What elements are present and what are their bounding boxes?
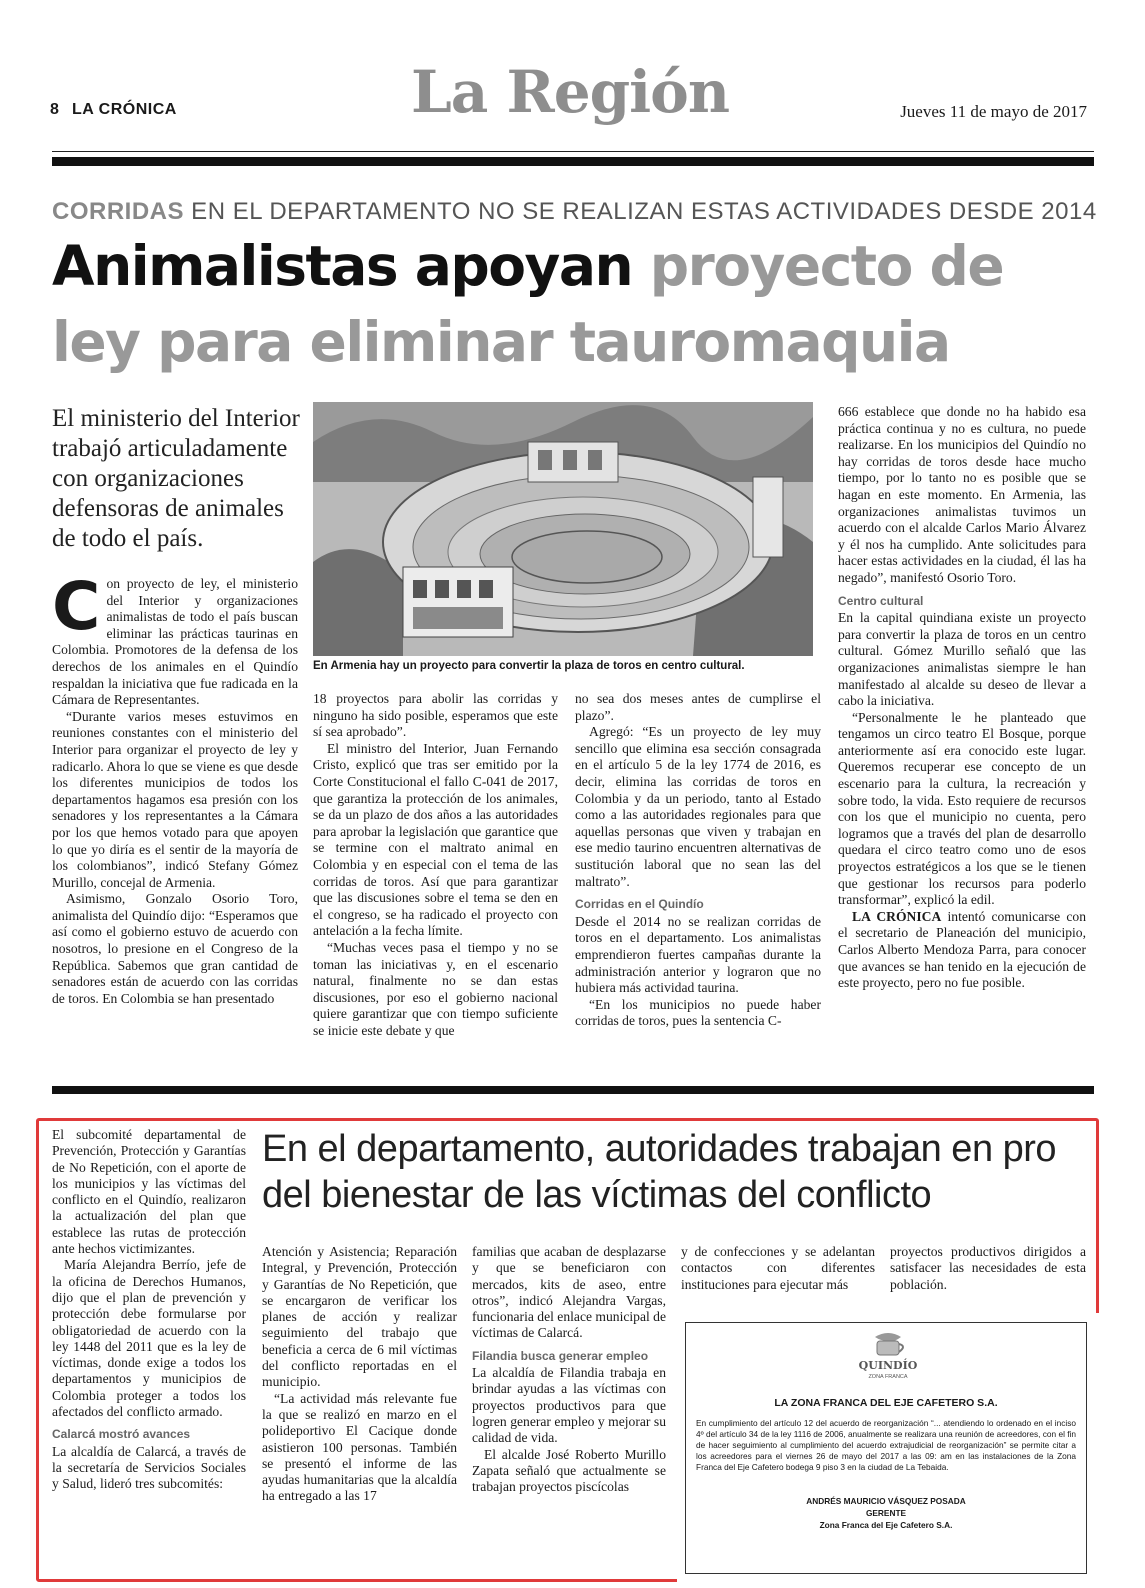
- paragraph: Agregó: “Es un proyecto de ley muy sencillo que elimina esa sección consagrada en el artículo 5 de la ley 1774 de 2016, es decir, elimina las corridas de toros en Colombia y da un periodo, tanto al Estado como a las autoridades regionales para que aquellas personas que viven y trabajan en ese medio taurino encuentren alternativas de sustitución laboral que no sean las del maltrato”.: [575, 724, 821, 889]
- paragraph: “Durante varios meses estuvimos en reuniones constantes con el ministerio del Interior para organizar el proyecto de ley y radicarlo. Ahora lo que se viene es que desde los diferentes municipios de todos los departamentos hagamos esa presión con los senadores y los representantes a la Cámara por los que hemos votado para que apoyen lo que yo diría es el sentir de la mayoría de los colombianos”, indicó Stefany Gómez Murillo, concejal de Armenia.: [52, 708, 298, 890]
- second-column-1: [52, 1127, 246, 1493]
- logo-wordmark: QUINDÍO: [858, 1359, 918, 1372]
- headline-gray-part-2: ley para eliminar tauromaquia: [52, 310, 950, 374]
- paragraph: on proyecto de ley, el ministerio del Interior y organizaciones animalistas de todo el país buscan eliminar las prácticas taurinas en Colombia. Promotores de la defensa de los derechos de los animales en el Quindío respaldan la iniciativa que fue radicada en la Cámara de Representantes.: [52, 576, 298, 708]
- bullring-photo: [313, 402, 813, 656]
- paragraph: Desde el 2014 no se realizan corridas de toros en el departamento. Los animalistas emprendieron fuertes campañas durante la administración anterior y lograron que no hubiera más actividad taurina.: [575, 913, 821, 996]
- section-divider: [52, 1086, 1094, 1094]
- story-headline: [52, 228, 1102, 380]
- headline-dark-part: Animalistas apoyan: [52, 234, 633, 298]
- subheading: Calarcá mostró avances: [52, 1427, 191, 1442]
- paragraph-text: intentó comunicarse con el secretario de Planeación del municipio, Carlos Alberto Mendoza Parra, para conocer que avances se han tenido en la ejecución de este proyecto, pero no fue posible.: [838, 908, 1086, 991]
- section-title: La Región: [410, 58, 730, 126]
- paragraph: “La actividad más relevante fue la que se realizó en marzo en el polideportivo El Cacique donde asistieron 100 personas. También se presentó el informe de las ayudas humanitarias que la alcaldía ha entregado a las 17: [262, 1390, 457, 1504]
- subheading: Corridas en el Quindío: [575, 897, 704, 912]
- photo-caption: En Armenia hay un proyecto para convertir la plaza de toros en centro cultural.: [313, 660, 745, 672]
- paragraph: “En los municipios no puede haber corridas de toros, pues la sentencia C-: [575, 996, 821, 1029]
- paper-mention: LA CRÓNICA: [852, 908, 942, 924]
- paragraph: 18 proyectos para abolir las corridas y ninguno ha sido posible, esperamos que este sí sea aprobado”.: [313, 691, 558, 740]
- issue-date: Jueves 11 de mayo de 2017: [900, 102, 1087, 121]
- subheading: Filandia busca generar empleo: [472, 1348, 649, 1363]
- paragraph: María Alejandra Berrío, jefe de la oficina de Derechos Humanos, dijo que el plan de prevención y protección debe formularse por obligatoriedad de acuerdo con la ley 1448 del 2011 que es la ley de víctimas, donde exige a todos los departamentos y municipios de Colombia proteger a todos los afectados del conflicto armado.: [52, 1257, 246, 1420]
- paragraph: El subcomité departamental de Prevención, Protección y Garantías de No Repetición, con el aporte de los municipios y las víctimas del conflicto en el Quindío, realizaron la actualización del plan que establece las rutas de protección ante hechos victimizantes.: [52, 1127, 246, 1257]
- paragraph: “Muchas veces pasa el tiempo y no se toman las iniciativas y, en el escenario natural, finalmente no se dan estas discusiones, por eso el gobierno nacional quiere garantizar que con tiempo suficiente se inicie este debate y que: [313, 939, 558, 1038]
- paragraph: familias que acaban de desplazarse y que se beneficiaron con mercados, kits de aseo, entre otros”, indicó Alejandra Vargas, funcionaria del enlace municipal de víctimas de Calarcá.: [472, 1244, 666, 1341]
- paragraph: En la capital quindiana existe un proyecto para convertir la plaza de toros en un centro cultural. Gómez Murillo señaló que las organizaciones animalistas siempre le han manifestado al alcalde su deseo de llevar a cabo la iniciativa.: [838, 610, 1086, 709]
- main-column-3: [575, 691, 821, 1030]
- paragraph: proyectos productivos dirigidos a satisfacer las necesidades de esta población.: [890, 1244, 1086, 1292]
- paragraph: La alcaldía de Filandia trabaja en brindar ayudas a las víctimas con proyectos productivos para que logren generar empleo y mejorar su calidad de vida.: [472, 1365, 666, 1446]
- bullring-illustration: [313, 402, 813, 656]
- kicker-keyword: CORRIDAS: [52, 198, 185, 225]
- second-column-2: [262, 1244, 457, 1505]
- signer-organization: Zona Franca del Eje Cafetero S.A.: [819, 1520, 953, 1530]
- header-rule-thick: [52, 157, 1094, 166]
- subheading: Centro cultural: [838, 593, 924, 608]
- logo-subtitle: ZONA FRANCA: [868, 1374, 908, 1380]
- paragraph: [838, 909, 1086, 992]
- second-story-headline: En el departamento, autoridades trabajan en pro del bienestar de las víctimas del conflicto: [262, 1128, 1057, 1216]
- kicker-text: EN EL DEPARTAMENTO NO SE REALIZAN ESTAS ACTIVIDADES DESDE 2014: [184, 198, 1097, 225]
- paragraph: Asimismo, Gonzalo Osorio Toro, animalista del Quindío dijo: “Esperamos que así como el gobierno estuvo de acuerdo con nosotros, lo presione en el Congreso de la República. Sabemos que gran cantidad de senadores están de acuerdo con las corridas de toros. En Colombia se han presentado: [52, 891, 298, 1006]
- ad-body: En cumplimiento del artículo 12 del acuerdo de reorganización “... atendiendo lo ordenado en el inciso 4º del artículo 34 de la ley 1116 de 2006, anualmente se realizara una reunión de acreedores, con el fin de hacer seguimiento al cumplimiento del acuerdo extrajudicial de reorganización” se permite citar a los acreedores para el viernes 26 de mayo del 2017 a las 09: am en las instalaciones de la Zona Franca del Eje Cafetero bodega 9 piso 3 en la ciudad de La Tebaida.: [696, 1418, 1076, 1472]
- paragraph: y de confecciones y se adelantan contactos con diferentes instituciones para ejecutar más: [681, 1244, 875, 1292]
- paragraph: La alcaldía de Calarcá, a través de la secretaría de Servicios Sociales y Salud, lideró tres subcomités:: [52, 1443, 246, 1492]
- paragraph: 666 establece que donde no ha habido esa práctica continua y no es cultura, no puede realizarse. En los municipios del Quindío no hay corridas de toros desde hace mucho tiempo, por lo tanto no es posible que se hagan en este momento. En Armenia, las organizaciones animalistas tuvimos un acuerdo con el alcalde Carlos Mario Álvarez y él nos ha cumplido. Ante solicitudes para hacer estas actividades en la ciudad, él las ha negado”, manifestó Osorio Toro.: [838, 404, 1086, 585]
- page-number: 8: [50, 101, 59, 118]
- main-column-4: [838, 404, 1086, 992]
- second-column-3: [472, 1244, 666, 1495]
- second-column-5: [890, 1244, 1086, 1293]
- paragraph: “Personalmente le he planteado que tengamos un circo teatro El Bosque, porque anteriormente así era conocido este lugar. Queremos recuperar ese concepto de un escenario para la cultura, la recreación y sobre todo, la vida. Esto requiere de recursos con los que el municipio no cuenta, pero logramos que a través del plan de desarrollo quedara el circo teatro como uno de esos proyectos estratégicos a los que se le tienen que gestionar los recursos para poderlo transformar”, explicó la edil.: [838, 709, 1086, 908]
- legal-notice-ad: [685, 1322, 1087, 1574]
- header-rule-thin: [52, 151, 1094, 152]
- main-column-2: [313, 691, 558, 1039]
- story-deck: El ministerio del Interior trabajó articuladamente con organizaciones defensoras de animales de todo el país.: [52, 405, 300, 552]
- ad-title: LA ZONA FRANCA DEL EJE CAFETERO S.A.: [774, 1397, 998, 1409]
- signer-role: GERENTE: [865, 1508, 907, 1518]
- paragraph: no sea dos meses antes de cumplirse el plazo”.: [575, 691, 821, 723]
- drop-cap: C: [52, 568, 101, 645]
- paragraph: Atención y Asistencia; Reparación Integral, y Prevención, Protección y Garantías de No Repetición, que se encargaron de verificar los planes de acción y realizar seguimiento del trabajo que beneficia a cerca de 6 mil víctimas del conflicto reportadas en el municipio.: [262, 1244, 457, 1390]
- newspaper-name: LA CRÓNICA: [72, 101, 177, 118]
- zona-franca-logo: [853, 1331, 923, 1387]
- main-column-1: [52, 568, 298, 1007]
- headline-gray-part-1: proyecto de: [632, 234, 1004, 298]
- second-column-4: [681, 1244, 875, 1293]
- story-kicker: [52, 198, 1102, 226]
- ad-signature: [686, 1495, 1086, 1531]
- signer-name: ANDRÉS MAURICIO VÁSQUEZ POSADA: [806, 1496, 966, 1506]
- paragraph: El alcalde José Roberto Murillo Zapata señaló que actualmente se trabajan proyectos piscícolas: [472, 1446, 666, 1495]
- paragraph: El ministro del Interior, Juan Fernando Cristo, explicó que tras ser emitido por la Corte Constitucional el fallo C-041 de 2017, que garantiza la protección de los animales, se da un plazo de dos años a las autoridades para aprobar la legislación que garantice que se termine con el maltrato animal en Colombia y en especial con el tema de las corridas de toros. Así que para garantizar que las discusiones sobre el tema se den en el congreso, se ha radicado el proyecto con antelación a la fecha límite.: [313, 740, 558, 939]
